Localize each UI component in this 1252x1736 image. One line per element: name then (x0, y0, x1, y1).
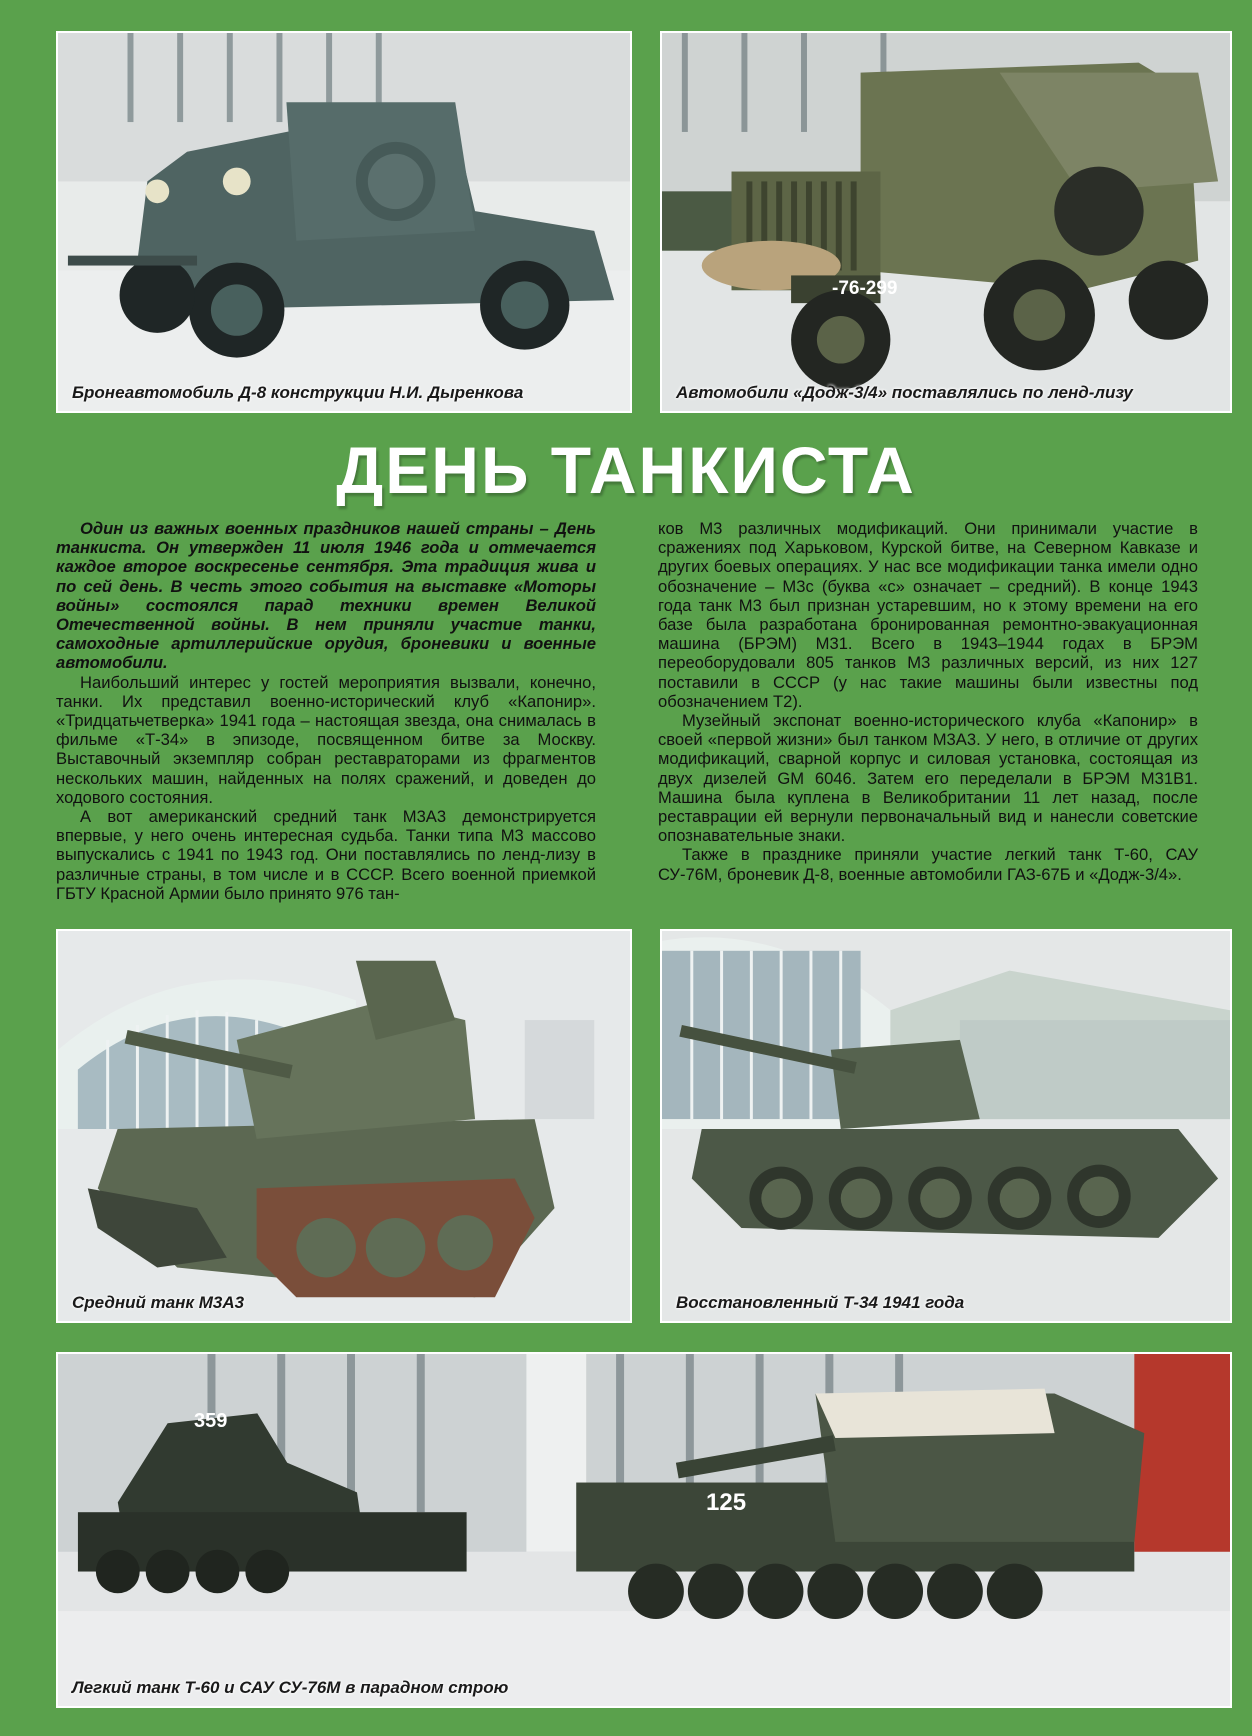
article-column-left (56, 519, 596, 903)
article-paragraph-5: Также в празднике приняли участие легкий танк Т-60, САУ СУ-76М, броневик Д-8, военные автомобили ГАЗ-67Б и «Додж-3/4». (658, 845, 1198, 884)
d8-armored-car-illustration (58, 33, 630, 411)
dodge-truck-illustration (662, 33, 1230, 411)
t60-su76m-illustration (58, 1354, 1230, 1706)
caption-dodge: Автомобили «Додж-3/4» поставлялись по ленд-лизу (676, 383, 1133, 402)
photo-dodge-truck (660, 31, 1232, 413)
article-paragraph-1: Наибольший интерес у гостей мероприятия вызвали, конечно, танки. Их представил военно-исторический клуб «Капонир». «Тридцатьчетверка» 1941 года – настоящая звезда, она снималась в фильме «Т-34» в эпизоде, посвященном битве за Москву. Выставочный экземпляр собран реставраторами из фрагментов нескольких машин, найденных на полях сражений, и доведен до ходового состояния. (56, 672, 596, 807)
page-title: ДЕНЬ ТАНКИСТА (336, 433, 916, 507)
article-paragraph-2: А вот американский средний танк М3А3 демонстрируется впервые, у него очень интересная судьба. Танки типа М3 массово выпускались с 1941 по 1943 год. Они поставлялись по ленд-лизу в различные страны, в том числе и в СССР. Всего военной приемкой ГБТУ Красной Армии было принято 976 тан- (56, 807, 596, 903)
photo-t34-tank (660, 929, 1232, 1323)
dodge-license-plate: -76-299 (832, 278, 898, 299)
caption-t34: Восстановленный Т-34 1941 года (676, 1293, 965, 1312)
t60-turret-number: 359 (194, 1410, 228, 1432)
photo-m3a3-tank (56, 929, 632, 1323)
article-paragraph-4: Музейный экспонат военно-исторического клуба «Капонир» в своей «первой жизни» был танком М3А3. У него, в отличие от других модификаций, сварной корпус и силовая установка, состоящая из двух дизелей GM 6046. Затем его переделали в БРЭМ М31В1. Машина была куплена в Великобритании 11 лет назад, после реставрации ей вернули первоначальный вид и нанесли советские опознавательные знаки. (658, 711, 1198, 846)
t34-tank-illustration (662, 931, 1230, 1321)
caption-m3a3: Средний танк М3А3 (72, 1293, 245, 1312)
caption-d8: Бронеавтомобиль Д-8 конструкции Н.И. Дыренкова (72, 383, 524, 402)
article-paragraph-3: ков М3 различных модификаций. Они принимали участие в сражениях под Харьковом, Курской битве, на Северном Кавказе и других боевых операциях. У нас все модификации танка имели одно обозначение – М3с (буква «с» означает – средний). В конце 1943 года танк М3 был признан устаревшим, но к этому времени на его базе была разработана бронированная ремонтно-эвакуационная машина (БРЭМ) М31. Всего в 1943–1944 годах в БРЭМ переоборудовали 805 танков М3 различных версий, из них 127 поставили в СССР (у нас такие машины были известны под обозначением Т2). (658, 519, 1198, 711)
m3a3-tank-illustration (58, 931, 630, 1321)
su76m-hull-number: 125 (706, 1489, 747, 1516)
photo-t60-su76m (56, 1352, 1232, 1708)
article-column-right (658, 519, 1198, 884)
caption-t60-su76m: Легкий танк Т-60 и САУ СУ-76М в парадном строю (72, 1678, 509, 1697)
article-intro: Один из важных военных праздников нашей страны – День танкиста. Он утвержден 11 июля 1946 года и отмечается каждое второе воскресенье сентября. Эта традиция жива и по сей день. В честь этого события на выставке «Моторы войны» состоялся парад техники времен Великой Отечественной войны. В нем приняли участие танки, самоходные артиллерийские орудия, броневики и военные автомобили. (56, 519, 596, 673)
photo-d8-armored-car (56, 31, 632, 413)
